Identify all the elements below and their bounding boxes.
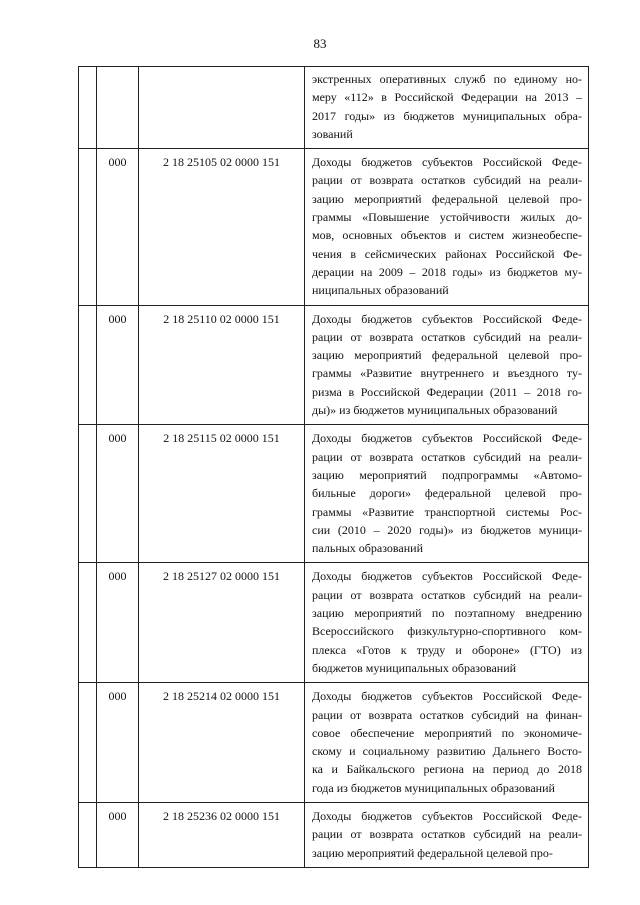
budget-classification-code-cell: 2 18 25214 02 0000 151	[139, 683, 305, 803]
description-line: зацию мероприятий подпрограммы «Автомо-	[312, 467, 582, 482]
margin-cell	[79, 802, 97, 867]
description-line: граммы «Развитие внутреннего и въездного ту-	[312, 366, 582, 381]
description-line: зацию мероприятий федеральной целевой про-	[312, 348, 582, 363]
revenue-description-cell	[305, 563, 589, 683]
description-line: граммы «Повышение устойчивости жилых до-	[312, 210, 582, 225]
description-line: ды)» из бюджетов муниципальных образований	[312, 403, 558, 418]
description-line: Доходы бюджетов субъектов Российской Феде-	[312, 155, 582, 170]
description-line: дерации на 2009 – 2018 годы» из бюджетов му-	[312, 264, 582, 279]
budget-classification-code-cell: 2 18 25236 02 0000 151	[139, 802, 305, 867]
admin-code-cell: 000	[97, 683, 139, 803]
description-line: рации от возврата остатков субсидий на реали-	[312, 587, 582, 602]
description-line: Доходы бюджетов субъектов Российской Феде-	[312, 808, 582, 823]
description-line: чения в сейсмических районах Российской Фе-	[312, 246, 582, 261]
description-line: рации от возврата остатков субсидий на финан-	[312, 707, 582, 722]
description-line: граммы «Развитие транспортной системы Рос-	[312, 504, 582, 519]
description-line: меру «112» в Российской Федерации на 2013 –	[312, 90, 582, 105]
budget-classification-code-cell: 2 18 25110 02 0000 151	[139, 305, 305, 425]
margin-cell	[79, 67, 97, 149]
description-line: 2017 годы» из бюджетов муниципальных обра-	[312, 108, 582, 123]
description-line: мов, основных объектов и систем жизнеобеспе-	[312, 228, 582, 243]
description-line: ка и Байкальского региона на период до 2018	[312, 762, 582, 777]
revenue-description-cell	[305, 149, 589, 305]
table-row	[79, 67, 589, 149]
margin-cell	[79, 683, 97, 803]
description-line: Доходы бюджетов субъектов Российской Феде-	[312, 431, 582, 446]
budget-classification-code-cell: 2 18 25105 02 0000 151	[139, 149, 305, 305]
budget-classification-code-cell	[139, 67, 305, 149]
admin-code-cell: 000	[97, 563, 139, 683]
revenue-description-cell	[305, 305, 589, 425]
margin-cell	[79, 425, 97, 563]
table-row	[79, 149, 589, 305]
margin-cell	[79, 149, 97, 305]
admin-code-cell: 000	[97, 425, 139, 563]
budget-classification-code-cell: 2 18 25115 02 0000 151	[139, 425, 305, 563]
description-line: года из бюджетов муниципальных образований	[312, 780, 555, 795]
budget-classification-code-cell: 2 18 25127 02 0000 151	[139, 563, 305, 683]
description-line: рации от возврата остатков субсидий на реали-	[312, 329, 582, 344]
revenue-description-cell	[305, 425, 589, 563]
description-line: рации от возврата остатков субсидий на реали-	[312, 173, 582, 188]
table-row	[79, 563, 589, 683]
table-row	[79, 802, 589, 867]
page-number: 83	[313, 36, 327, 51]
description-line: зацию мероприятий федеральной целевой про-	[312, 845, 553, 860]
description-line: скому и социальному развитию Дальнего Восто-	[312, 744, 582, 759]
admin-code-cell: 000	[97, 802, 139, 867]
description-line: сии (2010 – 2020 годы)» из бюджетов муници-	[312, 522, 582, 537]
description-line: Доходы бюджетов субъектов Российской Феде-	[312, 689, 582, 704]
description-line: Доходы бюджетов субъектов Российской Феде-	[312, 569, 582, 584]
admin-code-cell: 000	[97, 305, 139, 425]
description-line: совое обеспечение мероприятий по экономиче-	[312, 725, 582, 740]
table-row	[79, 305, 589, 425]
table-row	[79, 425, 589, 563]
budget-revenue-table	[78, 66, 589, 868]
revenue-description-cell	[305, 67, 589, 149]
description-line: бюджетов муниципальных образований	[312, 660, 517, 675]
description-line: Всероссийского физкультурно-спортивного ком-	[312, 624, 582, 639]
revenue-description-cell	[305, 802, 589, 867]
description-line: ризма в Российской Федерации (2011 – 2018 го-	[312, 384, 582, 399]
description-line: экстренных оперативных служб по единому но-	[312, 72, 582, 86]
admin-code-cell: 000	[97, 149, 139, 305]
description-line: бильные дороги» федеральной целевой про-	[312, 486, 582, 501]
margin-cell	[79, 305, 97, 425]
description-line: плекса «Готов к труду и обороне» (ГТО) из	[312, 642, 582, 657]
description-line: рации от возврата остатков субсидий на реали-	[312, 827, 582, 842]
table-body	[79, 67, 589, 868]
description-line: зацию мероприятий федеральной целевой про-	[312, 191, 582, 206]
description-line: зований	[312, 126, 353, 141]
description-line: зацию мероприятий по поэтапному внедрению	[312, 606, 582, 621]
description-line: Доходы бюджетов субъектов Российской Феде-	[312, 311, 582, 326]
table-row	[79, 683, 589, 803]
description-line: ниципальных образований	[312, 283, 449, 298]
admin-code-cell	[97, 67, 139, 149]
margin-cell	[79, 563, 97, 683]
description-line: пальных образований	[312, 541, 423, 556]
description-line: рации от возврата остатков субсидий на реали-	[312, 449, 582, 464]
revenue-description-cell	[305, 683, 589, 803]
